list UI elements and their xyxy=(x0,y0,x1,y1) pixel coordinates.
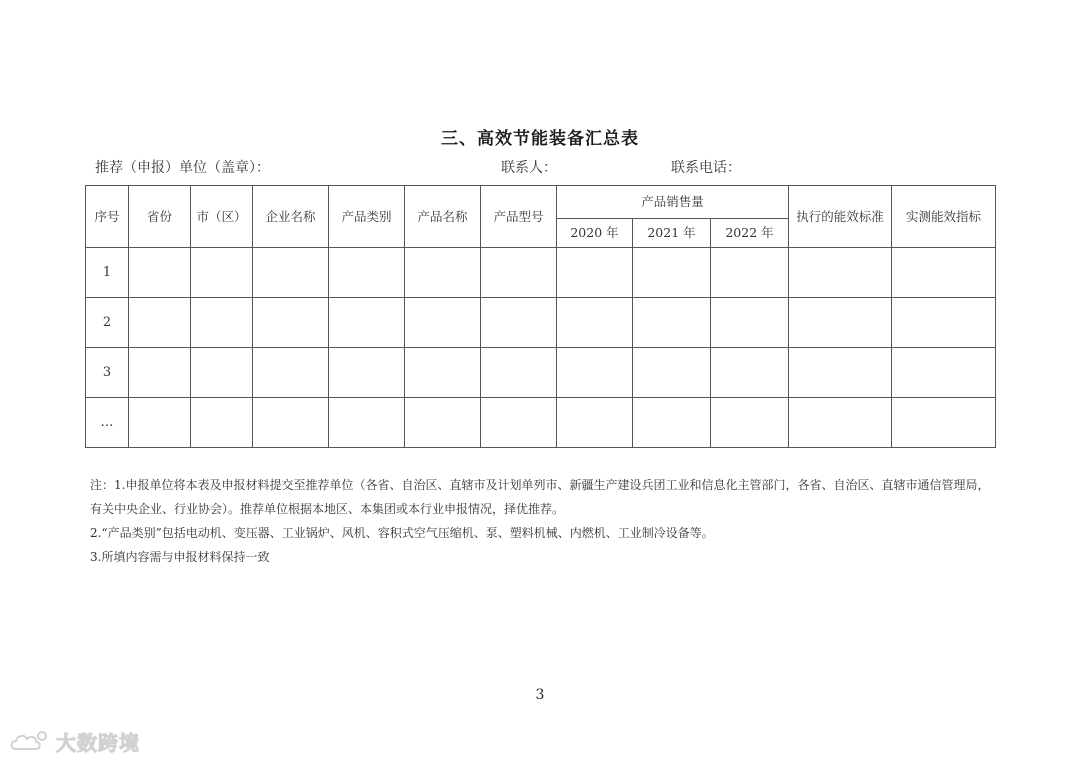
column-header-province: 省份 xyxy=(129,186,191,248)
column-header-model: 产品型号 xyxy=(481,186,557,248)
table-cell xyxy=(405,348,481,398)
table-cell xyxy=(329,248,405,298)
table-cell xyxy=(481,298,557,348)
table-cell xyxy=(711,398,789,448)
table-cell xyxy=(557,398,633,448)
column-header-city: 市（区） xyxy=(191,186,253,248)
table-cell xyxy=(129,398,191,448)
table-cell xyxy=(329,348,405,398)
table-cell xyxy=(892,298,996,348)
column-header-product-name: 产品名称 xyxy=(405,186,481,248)
equipment-summary-table xyxy=(85,185,996,448)
recommending-unit-label: 推荐（申报）单位（盖章）： xyxy=(95,160,270,176)
row-index: … xyxy=(86,398,129,448)
table-cell xyxy=(557,298,633,348)
watermark-text: 大数跨境 xyxy=(56,731,140,755)
page-title: 三、高效节能装备汇总表 xyxy=(441,129,639,149)
column-header-category: 产品类别 xyxy=(329,186,405,248)
column-header-sales-volume: 产品销售量 xyxy=(557,186,789,219)
table-cell xyxy=(191,398,253,448)
table-cell xyxy=(253,248,329,298)
table-cell xyxy=(789,298,892,348)
note-3: 3.所填内容需与申报材料保持一致 xyxy=(90,550,270,564)
note-2: 2.“产品类别”包括电动机、变压器、工业锅炉、风机、容积式空气压缩机、泵、塑料机械、内燃机、工业制冷设备等。 xyxy=(90,526,714,540)
notes-section xyxy=(90,473,990,569)
column-header-efficiency-standard: 执行的能效标准 xyxy=(789,186,892,248)
table-cell xyxy=(711,248,789,298)
column-header-year-2021: 2021 年 xyxy=(633,219,711,248)
table-cell xyxy=(711,298,789,348)
column-header-measured-efficiency: 实测能效指标 xyxy=(892,186,996,248)
table-cell xyxy=(557,348,633,398)
table-row xyxy=(86,248,996,298)
table-cell xyxy=(253,398,329,448)
table-cell xyxy=(892,348,996,398)
page-number: 3 xyxy=(535,687,545,703)
table-cell xyxy=(329,298,405,348)
table-cell xyxy=(633,348,711,398)
table-cell xyxy=(892,398,996,448)
table-cell xyxy=(405,398,481,448)
table-row xyxy=(86,348,996,398)
table-cell xyxy=(633,298,711,348)
table-cell xyxy=(191,248,253,298)
contact-phone-label: 联系电话： xyxy=(671,160,741,176)
table-cell xyxy=(329,398,405,448)
table-cell xyxy=(481,348,557,398)
table-cell xyxy=(129,248,191,298)
table-cell xyxy=(711,348,789,398)
note-1: 注：1.申报单位将本表及申报材料提交至推荐单位（各省、自治区、直辖市及计划单列市、新疆生产建设兵团工业和信息化主管部门，各省、自治区、直辖市通信管理局，有关中央企业、行业协会）。推荐单位根据本地区、本集团或本行业申报情况，择优推荐。 xyxy=(90,478,990,516)
table-cell xyxy=(253,298,329,348)
column-header-company: 企业名称 xyxy=(253,186,329,248)
row-index: 1 xyxy=(86,248,129,298)
contact-person-label: 联系人： xyxy=(501,160,557,176)
table-cell xyxy=(789,398,892,448)
table-row xyxy=(86,398,996,448)
column-header-year-2020: 2020 年 xyxy=(557,219,633,248)
row-index: 3 xyxy=(86,348,129,398)
column-header-seq: 序号 xyxy=(86,186,129,248)
table-cell xyxy=(405,248,481,298)
table-cell xyxy=(892,248,996,298)
table-cell xyxy=(789,248,892,298)
row-index: 2 xyxy=(86,298,129,348)
cloud-logo-icon xyxy=(8,729,50,755)
table-cell xyxy=(481,398,557,448)
table-row xyxy=(86,298,996,348)
table-cell xyxy=(405,298,481,348)
column-header-year-2022: 2022 年 xyxy=(711,219,789,248)
table-cell xyxy=(129,298,191,348)
table-cell xyxy=(481,248,557,298)
table-cell xyxy=(129,348,191,398)
table-cell xyxy=(191,298,253,348)
table-cell xyxy=(557,248,633,298)
table-cell xyxy=(789,348,892,398)
table-cell xyxy=(633,398,711,448)
table-cell xyxy=(253,348,329,398)
table-cell xyxy=(191,348,253,398)
watermark xyxy=(8,727,140,756)
table-cell xyxy=(633,248,711,298)
